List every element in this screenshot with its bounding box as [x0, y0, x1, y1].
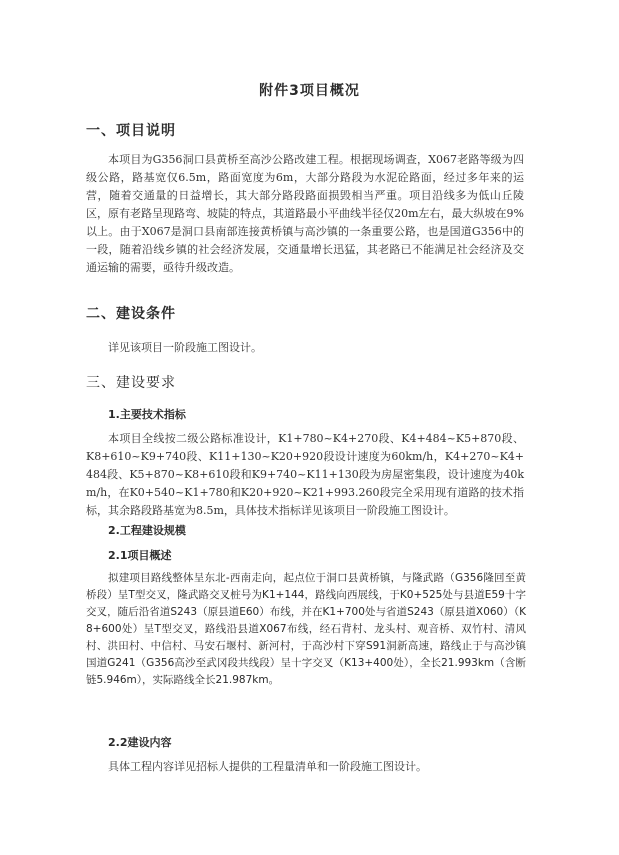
subsection-2-2-paragraph: 具体工程内容详见招标人提供的工程量清单和一阶段施工图设计。: [108, 760, 427, 773]
subsection-2-2-heading: 2.2建设内容: [108, 736, 172, 749]
section-3-heading: 三、建设要求: [86, 375, 176, 391]
subsection-1-paragraph: 本项目全线按二级公路标准设计，K1+780~K4+270段、K4+484~K5+870段、K8+610~K9+740段、K11+130~K20+920段设计速度为60km/h，K4+270~K4+484段、K5+870~K8+610段和K9+740~K11+130段为房屋密集段，设计速度为40km/h，在K0+540~K1+780和K20+920~K21+993.260段完全采用现有道路的技术指标，其余路段路基宽为8.5m，具体技术指标详见该项目一阶段施工图设计。: [86, 432, 524, 517]
section-2-heading: 二、建设条件: [86, 306, 176, 322]
subsection-2-heading: 2.工程建设规模: [108, 524, 186, 537]
subsection-1-heading: 1.主要技术指标: [108, 408, 186, 421]
subsection-2-1-heading: 2.1项目概述: [108, 549, 172, 562]
section-1-heading: 一、项目说明: [86, 123, 176, 139]
section-2-paragraph: 详见该项目一阶段施工图设计。: [108, 341, 262, 354]
document-title: 附件3项目概况: [259, 83, 360, 99]
subsection-2-1-paragraph: 拟建项目路线整体呈东北-西南走向，起点位于洞口县黄桥镇，与隆武路（G356隆回至黄桥段）呈T型交叉，隆武路交叉桩号为K1+144，路线向西展线，于K0+525处与县道E59十字交叉，随后沿省道S243（原县道E60）布线，并在K1+700处与省道S243（原县道X060）（K8+600处）呈T型交叉，路线沿县道X067布线，经石背村、龙头村、观音桥、双竹村、清风村、洪田村、中信村、马安石堰村、新河村，于高沙村下穿S91洞新高速，路线止于与高沙镇国道G241（G356高沙至武冈段共线段）呈十字交叉（K13+400处），全长21.993km（含断链5.946m），实际路线全长21.987km。: [86, 572, 526, 686]
section-1-paragraph: 本项目为G356洞口县黄桥至高沙公路改建工程。根据现场调查，X067老路等级为四级公路，路基宽仅6.5m，路面宽度为6m，大部分路段为水泥砼路面，经过多年来的运营，随着交通量的日益增长，其大部分路段路面损毁相当严重。项目沿线多为低山丘陵区，原有老路呈现路弯、坡陡的特点，其道路最小平曲线半径仅20m左右，最大纵坡在9%以上。由于X067是洞口县南部连接黄桥镇与高沙镇的一条重要公路，也是国道G356中的一段，随着沿线乡镇的社会经济发展，交通量增长迅猛，其老路已不能满足社会经济及交通运输的需要，亟待升级改造。: [86, 153, 524, 274]
